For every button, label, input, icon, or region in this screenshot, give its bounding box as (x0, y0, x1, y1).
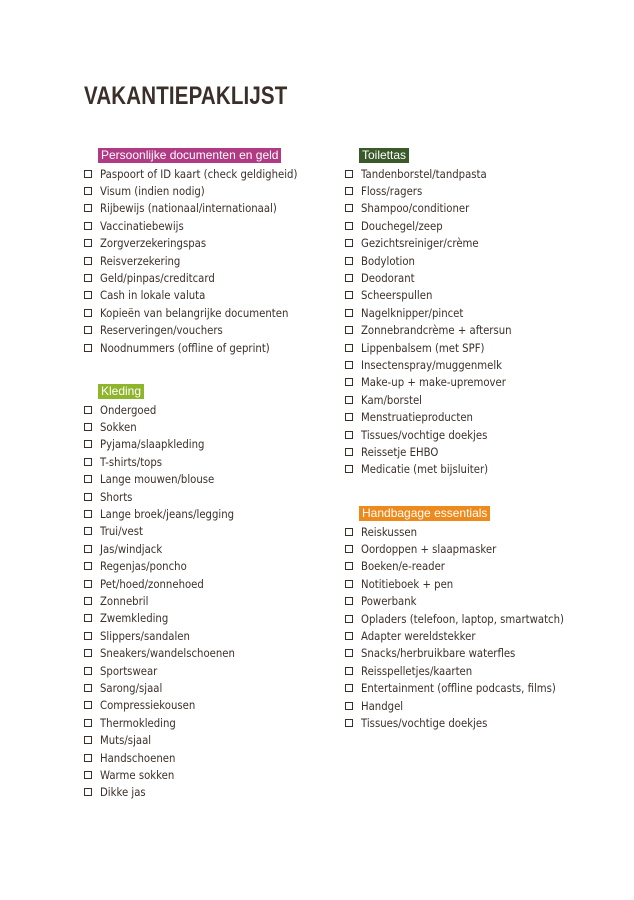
checklist-item (84, 558, 253, 575)
checklist-item-label: Muts/sjaal (100, 733, 152, 748)
checkbox[interactable] (345, 667, 353, 675)
checklist-item (84, 401, 253, 418)
checklist-item (84, 436, 253, 453)
section-header-clothing: Kleding (98, 384, 144, 399)
checkbox[interactable] (84, 170, 92, 178)
checklist-item-label: Medicatie (met bijsluiter) (361, 462, 489, 477)
checklist-item-label: Thermokleding (100, 715, 176, 730)
checkbox[interactable] (84, 257, 92, 265)
checkbox[interactable] (84, 239, 92, 247)
checklist-item (84, 610, 253, 627)
checklist-item-label: Noodnummers (offline of geprint) (100, 340, 270, 355)
checklist-item-label: Geld/pinpas/creditcard (100, 271, 215, 286)
checklist-item (345, 322, 532, 339)
checklist-item (84, 784, 253, 801)
checklist-item-label: Entertainment (offline podcasts, films) (361, 681, 556, 696)
section-toiletries (345, 144, 532, 478)
checklist-item-label: Slippers/sandalen (100, 628, 190, 643)
checklist-item-label: Lippenbalsem (met SPF) (361, 340, 485, 355)
checklist-item (345, 697, 592, 714)
checklist-item-label: Lange broek/jeans/legging (100, 507, 235, 522)
checklist-item-label: Sokken (100, 420, 137, 435)
checklist-item-label: Tandenborstel/tandpasta (361, 166, 487, 181)
checkbox[interactable] (345, 274, 353, 282)
checklist-item-label: Ondergoed (100, 402, 157, 417)
checkbox[interactable] (345, 378, 353, 386)
checkbox[interactable] (345, 361, 353, 369)
checkbox[interactable] (84, 475, 92, 483)
checklist-item (345, 182, 532, 199)
checklist-item-label: Warme sokken (100, 767, 175, 782)
checklist-item (84, 697, 253, 714)
checklist-item-label: Reissetje EHBO (361, 444, 439, 459)
checkbox[interactable] (84, 274, 92, 282)
checkbox[interactable] (84, 788, 92, 796)
checklist-toiletries (345, 165, 532, 478)
checkbox[interactable] (84, 309, 92, 317)
checklist-item-label: Shorts (100, 489, 133, 504)
checklist-item (345, 269, 532, 286)
checklist-item-label: Adapter wereldstekker (361, 629, 476, 644)
checklist-item (345, 558, 592, 575)
checkbox[interactable] (345, 239, 353, 247)
checklist-item (345, 217, 532, 234)
checklist-item-label: Tissues/vochtige doekjes (361, 427, 488, 442)
checklist-item (84, 714, 253, 731)
checklist-item-label: Gezichtsreiniger/crème (361, 236, 479, 251)
checklist-item (345, 200, 532, 217)
section-clothing (84, 380, 253, 801)
checklist-item (84, 523, 253, 540)
checklist-item (84, 575, 253, 592)
checklist-item-label: Deodorant (361, 271, 415, 286)
checklist-item (84, 540, 253, 557)
checkbox[interactable] (84, 291, 92, 299)
checklist-item (84, 453, 253, 470)
checkbox[interactable] (345, 597, 353, 605)
checklist-item-label: Paspoort of ID kaart (check geldigheid) (100, 166, 298, 181)
checklist-item (84, 252, 324, 269)
checklist-item (84, 471, 253, 488)
checklist-item (84, 505, 253, 522)
checkbox[interactable] (84, 545, 92, 553)
checkbox[interactable] (84, 510, 92, 518)
checklist-item-label: Menstruatieproducten (361, 410, 473, 425)
checkbox[interactable] (84, 493, 92, 501)
checklist-item (84, 679, 253, 696)
checkbox[interactable] (84, 222, 92, 230)
checklist-item (84, 644, 253, 661)
checkbox[interactable] (84, 719, 92, 727)
checklist-item-label: Zwemkleding (100, 611, 169, 626)
checklist-item (345, 374, 532, 391)
checkbox[interactable] (345, 545, 353, 553)
checklist-item-label: Compressiekousen (100, 698, 196, 713)
checkbox[interactable] (345, 413, 353, 421)
checklist-item (345, 662, 592, 679)
checkbox[interactable] (345, 719, 353, 727)
checkbox[interactable] (84, 344, 92, 352)
checkbox[interactable] (84, 562, 92, 570)
checkbox[interactable] (345, 204, 353, 212)
checklist-item (84, 269, 324, 286)
checklist-item (84, 592, 253, 609)
checkbox[interactable] (345, 580, 353, 588)
checkbox[interactable] (84, 684, 92, 692)
checklist-item (345, 165, 532, 182)
checkbox[interactable] (84, 527, 92, 535)
section-header-hand-luggage: Handbagage essentials (359, 506, 490, 521)
checkbox[interactable] (345, 291, 353, 299)
checkbox[interactable] (345, 448, 353, 456)
checklist-item (84, 217, 324, 234)
checklist-item (84, 165, 324, 182)
checklist-item (345, 461, 532, 478)
checklist-item (345, 356, 532, 373)
checklist-item-label: Bodylotion (361, 253, 415, 268)
checklist-item-label: Reserveringen/vouchers (100, 323, 223, 338)
checklist-item-label: Make-up + make-upremover (361, 375, 506, 390)
checkbox[interactable] (345, 222, 353, 230)
checklist-item (345, 304, 532, 321)
checkbox[interactable] (345, 702, 353, 710)
checklist-item-label: Visum (indien nodig) (100, 184, 205, 199)
checklist-clothing (84, 401, 253, 801)
checklist-item (84, 235, 324, 252)
checklist-item (345, 645, 592, 662)
checklist-item-label: Pyjama/slaapkleding (100, 437, 205, 452)
checklist-item-label: Pet/hoed/zonnehoed (100, 576, 204, 591)
checklist-item-label: Zorgverzekeringspas (100, 236, 207, 251)
checklist-item (345, 287, 532, 304)
checklist-item (345, 593, 592, 610)
checkbox[interactable] (345, 187, 353, 195)
checklist-item (84, 418, 253, 435)
checklist-item (84, 339, 324, 356)
section-hand-luggage (345, 502, 592, 732)
checkbox[interactable] (84, 736, 92, 744)
checklist-item (84, 731, 253, 748)
checkbox[interactable] (345, 562, 353, 570)
checkbox[interactable] (84, 771, 92, 779)
checklist-item-label: Handschoenen (100, 750, 176, 765)
checklist-item (84, 627, 253, 644)
checkbox[interactable] (84, 632, 92, 640)
checklist-hand-luggage (345, 523, 592, 732)
checklist-item-label: Trui/vest (100, 524, 143, 539)
checklist-item-label: Shampoo/conditioner (361, 201, 470, 216)
checklist-item (345, 339, 532, 356)
checklist-item-label: Rijbewijs (nationaal/internationaal) (100, 201, 277, 216)
checklist-item (84, 766, 253, 783)
checklist-item-label: Reisverzekering (100, 253, 181, 268)
checklist-item (345, 252, 532, 269)
checklist-item (345, 575, 592, 592)
checklist-item-label: T-shirts/tops (100, 454, 163, 469)
checkbox[interactable] (84, 187, 92, 195)
checklist-item (345, 627, 592, 644)
checkbox[interactable] (84, 597, 92, 605)
checklist-item-label: Oordoppen + slaapmasker (361, 542, 497, 557)
checkbox[interactable] (345, 649, 353, 657)
checkbox[interactable] (84, 423, 92, 431)
checklist-item (345, 523, 592, 540)
checkbox[interactable] (84, 406, 92, 414)
checklist-item-label: Zonnebril (100, 593, 149, 608)
checkbox[interactable] (84, 440, 92, 448)
checklist-item (345, 443, 532, 460)
checklist-item (345, 391, 532, 408)
checkbox[interactable] (84, 614, 92, 622)
checkbox[interactable] (84, 458, 92, 466)
checklist-item-label: Snacks/herbruikbare waterfles (361, 646, 516, 661)
checkbox[interactable] (345, 431, 353, 439)
checklist-item-label: Kopieën van belangrijke documenten (100, 305, 289, 320)
checklist-item-label: Reisspelletjes/kaarten (361, 663, 473, 678)
checklist-item-label: Opladers (telefoon, laptop, smartwatch) (361, 611, 564, 626)
checklist-item-label: Sarong/sjaal (100, 680, 163, 695)
checklist-item-label: Boeken/e-reader (361, 559, 445, 574)
checkbox[interactable] (345, 170, 353, 178)
checkbox[interactable] (84, 326, 92, 334)
checklist-item-label: Nagelknipper/pincet (361, 305, 464, 320)
checkbox[interactable] (345, 632, 353, 640)
checkbox[interactable] (84, 580, 92, 588)
checklist-item (84, 488, 253, 505)
checklist-item (84, 287, 324, 304)
checklist-item-label: Douchegel/zeep (361, 218, 443, 233)
checkbox[interactable] (345, 684, 353, 692)
checklist-item (84, 304, 324, 321)
checklist-item-label: Sneakers/wandelschoenen (100, 646, 235, 661)
checklist-item-label: Reiskussen (361, 524, 418, 539)
checklist-item (84, 662, 253, 679)
checklist-item (345, 426, 532, 443)
checklist-item (345, 408, 532, 425)
checkbox[interactable] (84, 204, 92, 212)
checklist-item (84, 182, 324, 199)
checklist-item-label: Vaccinatiebewijs (100, 218, 184, 233)
section-header-toiletries: Toilettas (359, 148, 409, 163)
checklist-item-label: Cash in lokale valuta (100, 288, 206, 303)
checklist-item-label: Zonnebrandcrème + aftersun (361, 323, 512, 338)
checklist-item-label: Sportswear (100, 663, 158, 678)
checklist-personal-documents (84, 165, 324, 356)
checklist-item (345, 610, 592, 627)
checklist-item (84, 200, 324, 217)
checkbox[interactable] (84, 754, 92, 762)
checkbox[interactable] (345, 257, 353, 265)
checklist-item (345, 680, 592, 697)
checklist-item (345, 714, 592, 731)
section-personal-documents (84, 144, 324, 356)
checklist-item-label: Scheerspullen (361, 288, 433, 303)
checklist-item (84, 322, 324, 339)
checkbox[interactable] (345, 465, 353, 473)
checklist-item-label: Dikke jas (100, 785, 146, 800)
checkbox[interactable] (345, 615, 353, 623)
checklist-item-label: Notitieboek + pen (361, 576, 454, 591)
checklist-item-label: Jas/windjack (100, 541, 163, 556)
checkbox[interactable] (345, 528, 353, 536)
checklist-item-label: Lange mouwen/blouse (100, 472, 215, 487)
checklist-item (345, 540, 592, 557)
checklist-item-label: Insectenspray/muggenmelk (361, 357, 503, 372)
checkbox[interactable] (345, 396, 353, 404)
checklist-item-label: Regenjas/poncho (100, 559, 187, 574)
checkbox[interactable] (84, 649, 92, 657)
checklist-item (345, 235, 532, 252)
checklist-item (84, 749, 253, 766)
checkbox[interactable] (84, 667, 92, 675)
page-title: VAKANTIEPAKLIJST (84, 82, 288, 110)
section-header-personal-documents: Persoonlijke documenten en geld (98, 148, 281, 163)
checklist-item-label: Powerbank (361, 594, 417, 609)
checkbox[interactable] (345, 309, 353, 317)
checkbox[interactable] (345, 326, 353, 334)
checklist-item-label: Kam/borstel (361, 392, 422, 407)
checklist-item-label: Tissues/vochtige doekjes (361, 715, 488, 730)
checklist-item-label: Floss/ragers (361, 184, 423, 199)
checkbox[interactable] (345, 344, 353, 352)
checklist-item-label: Handgel (361, 698, 404, 713)
checkbox[interactable] (84, 701, 92, 709)
